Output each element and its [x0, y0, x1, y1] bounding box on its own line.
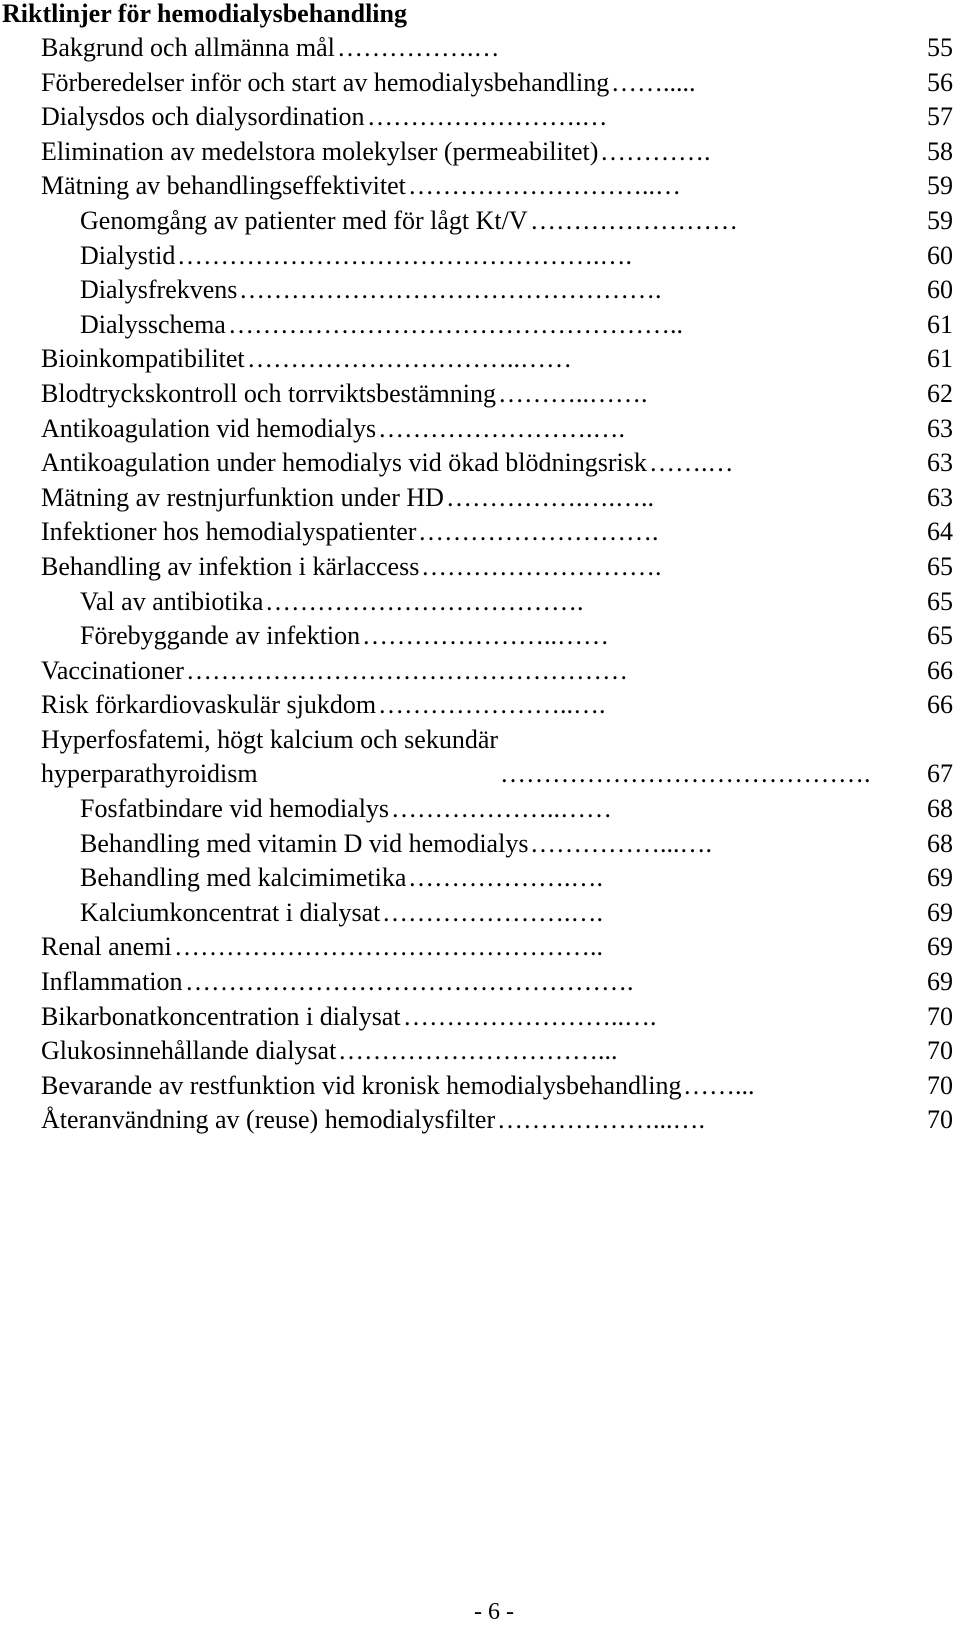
table-of-contents: [0, 31, 960, 1138]
toc-entry-title: [41, 412, 376, 446]
toc-entry: [0, 1034, 960, 1069]
toc-page-number: 69: [927, 932, 953, 962]
toc-entry: [0, 792, 960, 827]
toc-entry: [0, 861, 960, 896]
toc-entry-title: [41, 1000, 401, 1034]
toc-page-number: 57: [927, 102, 953, 132]
toc-page-number: 62: [927, 378, 953, 408]
toc-page-number: 58: [927, 136, 953, 166]
toc-page-number: 64: [927, 517, 953, 547]
toc-entry-title: [80, 827, 528, 861]
toc-page-number: 55: [927, 33, 953, 62]
toc-page-number: 70: [927, 1105, 953, 1135]
toc-page-number: 69: [927, 863, 953, 893]
toc-dot-leader: ……………………….: [421, 551, 662, 581]
toc-entry-title-line: Dialysfrekvens: [80, 275, 238, 305]
toc-entry: [0, 169, 960, 204]
toc-entry-title-line: Glukosinnehållande dialysat: [41, 1036, 337, 1066]
toc-entry-title-line: Behandling av infektion i kärlaccess: [41, 551, 420, 581]
toc-dot-leader: ………..…….: [498, 378, 648, 408]
toc-entry: [0, 377, 960, 412]
toc-entry: [0, 446, 960, 481]
toc-dot-leader: ……………………………….: [265, 586, 584, 616]
toc-entry-title-line: Risk förkardiovaskulär sjukdom: [41, 690, 377, 720]
toc-dot-leader: ………………..……: [391, 794, 612, 824]
toc-entry: [0, 827, 960, 862]
toc-dot-leader: …………………….….: [378, 413, 625, 443]
toc-dot-leader: …………………..….: [378, 690, 606, 720]
toc-entry-title: [41, 100, 365, 134]
toc-entry-title: [41, 930, 172, 964]
toc-entry-title-line: Dialysdos och dialysordination: [41, 102, 365, 132]
toc-entry-title-line: Genomgång av patienter med för lågt Kt/V: [80, 205, 528, 235]
toc-entry: [0, 308, 960, 343]
toc-entry-title: [80, 619, 360, 653]
toc-page-number: 60: [927, 275, 953, 305]
toc-entry: [0, 965, 960, 1000]
toc-entry-title-line: Behandling med kalcimimetika: [80, 863, 407, 893]
toc-dot-leader: ……………………..….: [403, 1001, 657, 1031]
toc-dot-leader: …………………………...: [338, 1036, 618, 1066]
toc-entry-title: [41, 1069, 681, 1103]
toc-entry: [0, 1069, 960, 1104]
toc-dot-leader: …………………….…: [367, 102, 608, 132]
toc-page-number: 63: [927, 482, 953, 512]
toc-page-number: 61: [927, 309, 953, 339]
toc-page-number: 68: [927, 828, 953, 858]
toc-entry-title-continuation: hyperparathyroidism: [41, 758, 258, 788]
toc-dot-leader: …………………..……: [362, 621, 609, 651]
toc-entry-title: [80, 204, 528, 238]
toc-entry-title: [41, 515, 416, 549]
toc-entry-title: [41, 446, 647, 480]
toc-entry-title: [41, 654, 184, 688]
toc-entry-title-line: Förebyggande av infektion: [80, 621, 361, 651]
toc-dot-leader: ………………...….: [497, 1105, 705, 1135]
toc-entry-title: [41, 135, 598, 169]
toc-entry-title-line: Kalciumkoncentrat i dialysat: [80, 897, 381, 927]
toc-page-number: 69: [927, 967, 953, 997]
toc-entry-title-line: Bioinkompatibilitet: [41, 344, 245, 374]
toc-entry: [0, 585, 960, 620]
toc-entry: [0, 204, 960, 239]
toc-entry-title: [41, 1103, 495, 1137]
toc-entry: [0, 1000, 960, 1035]
page-footer: - 6 -: [474, 1599, 514, 1625]
toc-dot-leader: ………….: [600, 136, 711, 166]
toc-entry: [0, 412, 960, 447]
toc-dot-leader: ………………………………………….: [239, 275, 662, 305]
toc-dot-leader: …….…: [649, 448, 734, 478]
toc-page-number: 70: [927, 1001, 953, 1031]
toc-page-number: 63: [927, 413, 953, 443]
toc-entry-title: [80, 861, 406, 895]
toc-dot-leader: ……………………………………………..: [228, 309, 683, 339]
toc-entry-title: [41, 31, 335, 65]
toc-dot-leader: …….....: [611, 67, 696, 97]
toc-entry-title: [41, 688, 376, 722]
toc-entry-title-line: Bevarande av restfunktion vid kronisk hemodialysbehandling: [41, 1070, 682, 1100]
toc-entry-title-line: Fosfatbindare vid hemodialys: [80, 794, 390, 824]
toc-dot-leader: ……...: [683, 1070, 755, 1100]
toc-page-number: 66: [927, 655, 953, 685]
toc-dot-leader: ……………………………………………: [186, 655, 628, 685]
toc-entry-title-line: Mätning av behandlingseffektivitet: [41, 171, 406, 201]
toc-entry-title: [41, 550, 419, 584]
toc-heading: Riktlinjer för hemodialysbehandling: [2, 0, 407, 28]
toc-entry: [0, 550, 960, 585]
toc-page-number: 67: [927, 759, 953, 789]
toc-entry-title-line: Vaccinationer: [41, 655, 184, 685]
toc-dot-leader: ……………………….: [418, 517, 659, 547]
toc-entry-title: [80, 792, 389, 826]
toc-page-number: 61: [927, 344, 953, 374]
toc-entry-title: [80, 239, 175, 273]
toc-entry: [0, 688, 960, 723]
toc-entry-title-line: Bakgrund och allmänna mål: [41, 33, 335, 62]
toc-entry-title-line: Bikarbonatkoncentration i dialysat: [41, 1001, 401, 1031]
toc-page-number: 68: [927, 794, 953, 824]
toc-entry-title-line: Dialystid: [80, 240, 176, 270]
toc-entry-title-line: Renal anemi: [41, 932, 172, 962]
toc-page-number: 65: [927, 551, 953, 581]
toc-entry-title-line: Dialysschema: [80, 309, 226, 339]
toc-page-number: 70: [927, 1070, 953, 1100]
toc-page-number: 69: [927, 897, 953, 927]
toc-entry: [0, 342, 960, 377]
toc-dot-leader: ……………...….: [530, 828, 712, 858]
toc-dot-leader: ……………………: [530, 205, 738, 235]
toc-page-number: 59: [927, 205, 953, 235]
toc-entry-title-line: Mätning av restnjurfunktion under HD: [41, 482, 444, 512]
toc-entry-title-line: Elimination av medelstora molekylser (permeabilitet): [41, 136, 599, 166]
toc-entry-title-line: Inflammation: [41, 967, 183, 997]
toc-entry: [0, 31, 960, 66]
toc-entry-title: [41, 66, 609, 100]
toc-page-number: 63: [927, 448, 953, 478]
toc-entry-title: [41, 965, 183, 999]
toc-entry-title-line: Antikoagulation under hemodialys vid ökad blödningsrisk: [41, 448, 647, 478]
toc-entry-title-line: Hyperfosfatemi, högt kalcium och sekundär: [41, 724, 499, 754]
toc-entry: [0, 515, 960, 550]
toc-dot-leader: …………………………..……: [247, 344, 572, 374]
toc-entry-title-line: Behandling med vitamin D vid hemodialys: [80, 828, 529, 858]
toc-page-number: 65: [927, 621, 953, 651]
toc-dot-leader: …………………………………………..: [174, 932, 603, 962]
toc-dot-leader: ………………………………………….….: [177, 240, 632, 270]
toc-entry-title-line: Infektioner hos hemodialyspatienter: [41, 517, 417, 547]
toc-entry: [0, 619, 960, 654]
toc-entry-title: [41, 377, 496, 411]
toc-entry-title-line: Blodtryckskontroll och torrviktsbestämning: [41, 378, 496, 408]
toc-entry-title-line: Återanvändning av (reuse) hemodialysfilter: [41, 1105, 496, 1135]
toc-entry: [0, 930, 960, 965]
toc-dot-leader: ………………………..…: [408, 171, 681, 201]
toc-entry: [0, 273, 960, 308]
toc-entry-title-line: Förberedelser inför och start av hemodialysbehandling: [41, 67, 610, 97]
toc-dot-leader: ………………….….: [382, 897, 603, 927]
toc-entry-title: [80, 308, 226, 342]
toc-entry-title-line: Antikoagulation vid hemodialys: [41, 413, 377, 443]
toc-entry-title: [80, 273, 237, 307]
toc-entry: [0, 723, 960, 792]
toc-dot-leader: …………………………………….: [500, 759, 871, 789]
toc-page-number: 70: [927, 1036, 953, 1066]
toc-entry-title: [80, 896, 380, 930]
toc-entry-title-line: Val av antibiotika: [80, 586, 264, 616]
toc-entry: [0, 239, 960, 274]
toc-dot-leader: ……………….….: [408, 863, 603, 893]
toc-entry-title: [41, 723, 498, 791]
toc-dot-leader: …………….….…..: [446, 482, 654, 512]
toc-entry: [0, 896, 960, 931]
toc-entry-title: [80, 585, 263, 619]
toc-entry: [0, 1103, 960, 1138]
toc-entry: [0, 100, 960, 135]
toc-page-number: 66: [927, 690, 953, 720]
toc-page-number: 56: [927, 67, 953, 97]
toc-page-number: 59: [927, 171, 953, 201]
toc-entry-title: [41, 342, 245, 376]
toc-entry: [0, 481, 960, 516]
toc-page-number: 60: [927, 240, 953, 270]
toc-entry: [0, 654, 960, 689]
toc-dot-leader: …………….…: [337, 33, 500, 62]
toc-entry: [0, 66, 960, 101]
toc-entry-title: [41, 481, 444, 515]
toc-page-number: 65: [927, 586, 953, 616]
toc-entry: [0, 135, 960, 170]
toc-entry-title: [41, 169, 406, 203]
toc-entry-title: [41, 1034, 336, 1068]
toc-dot-leader: …………………………………………….: [185, 967, 634, 997]
